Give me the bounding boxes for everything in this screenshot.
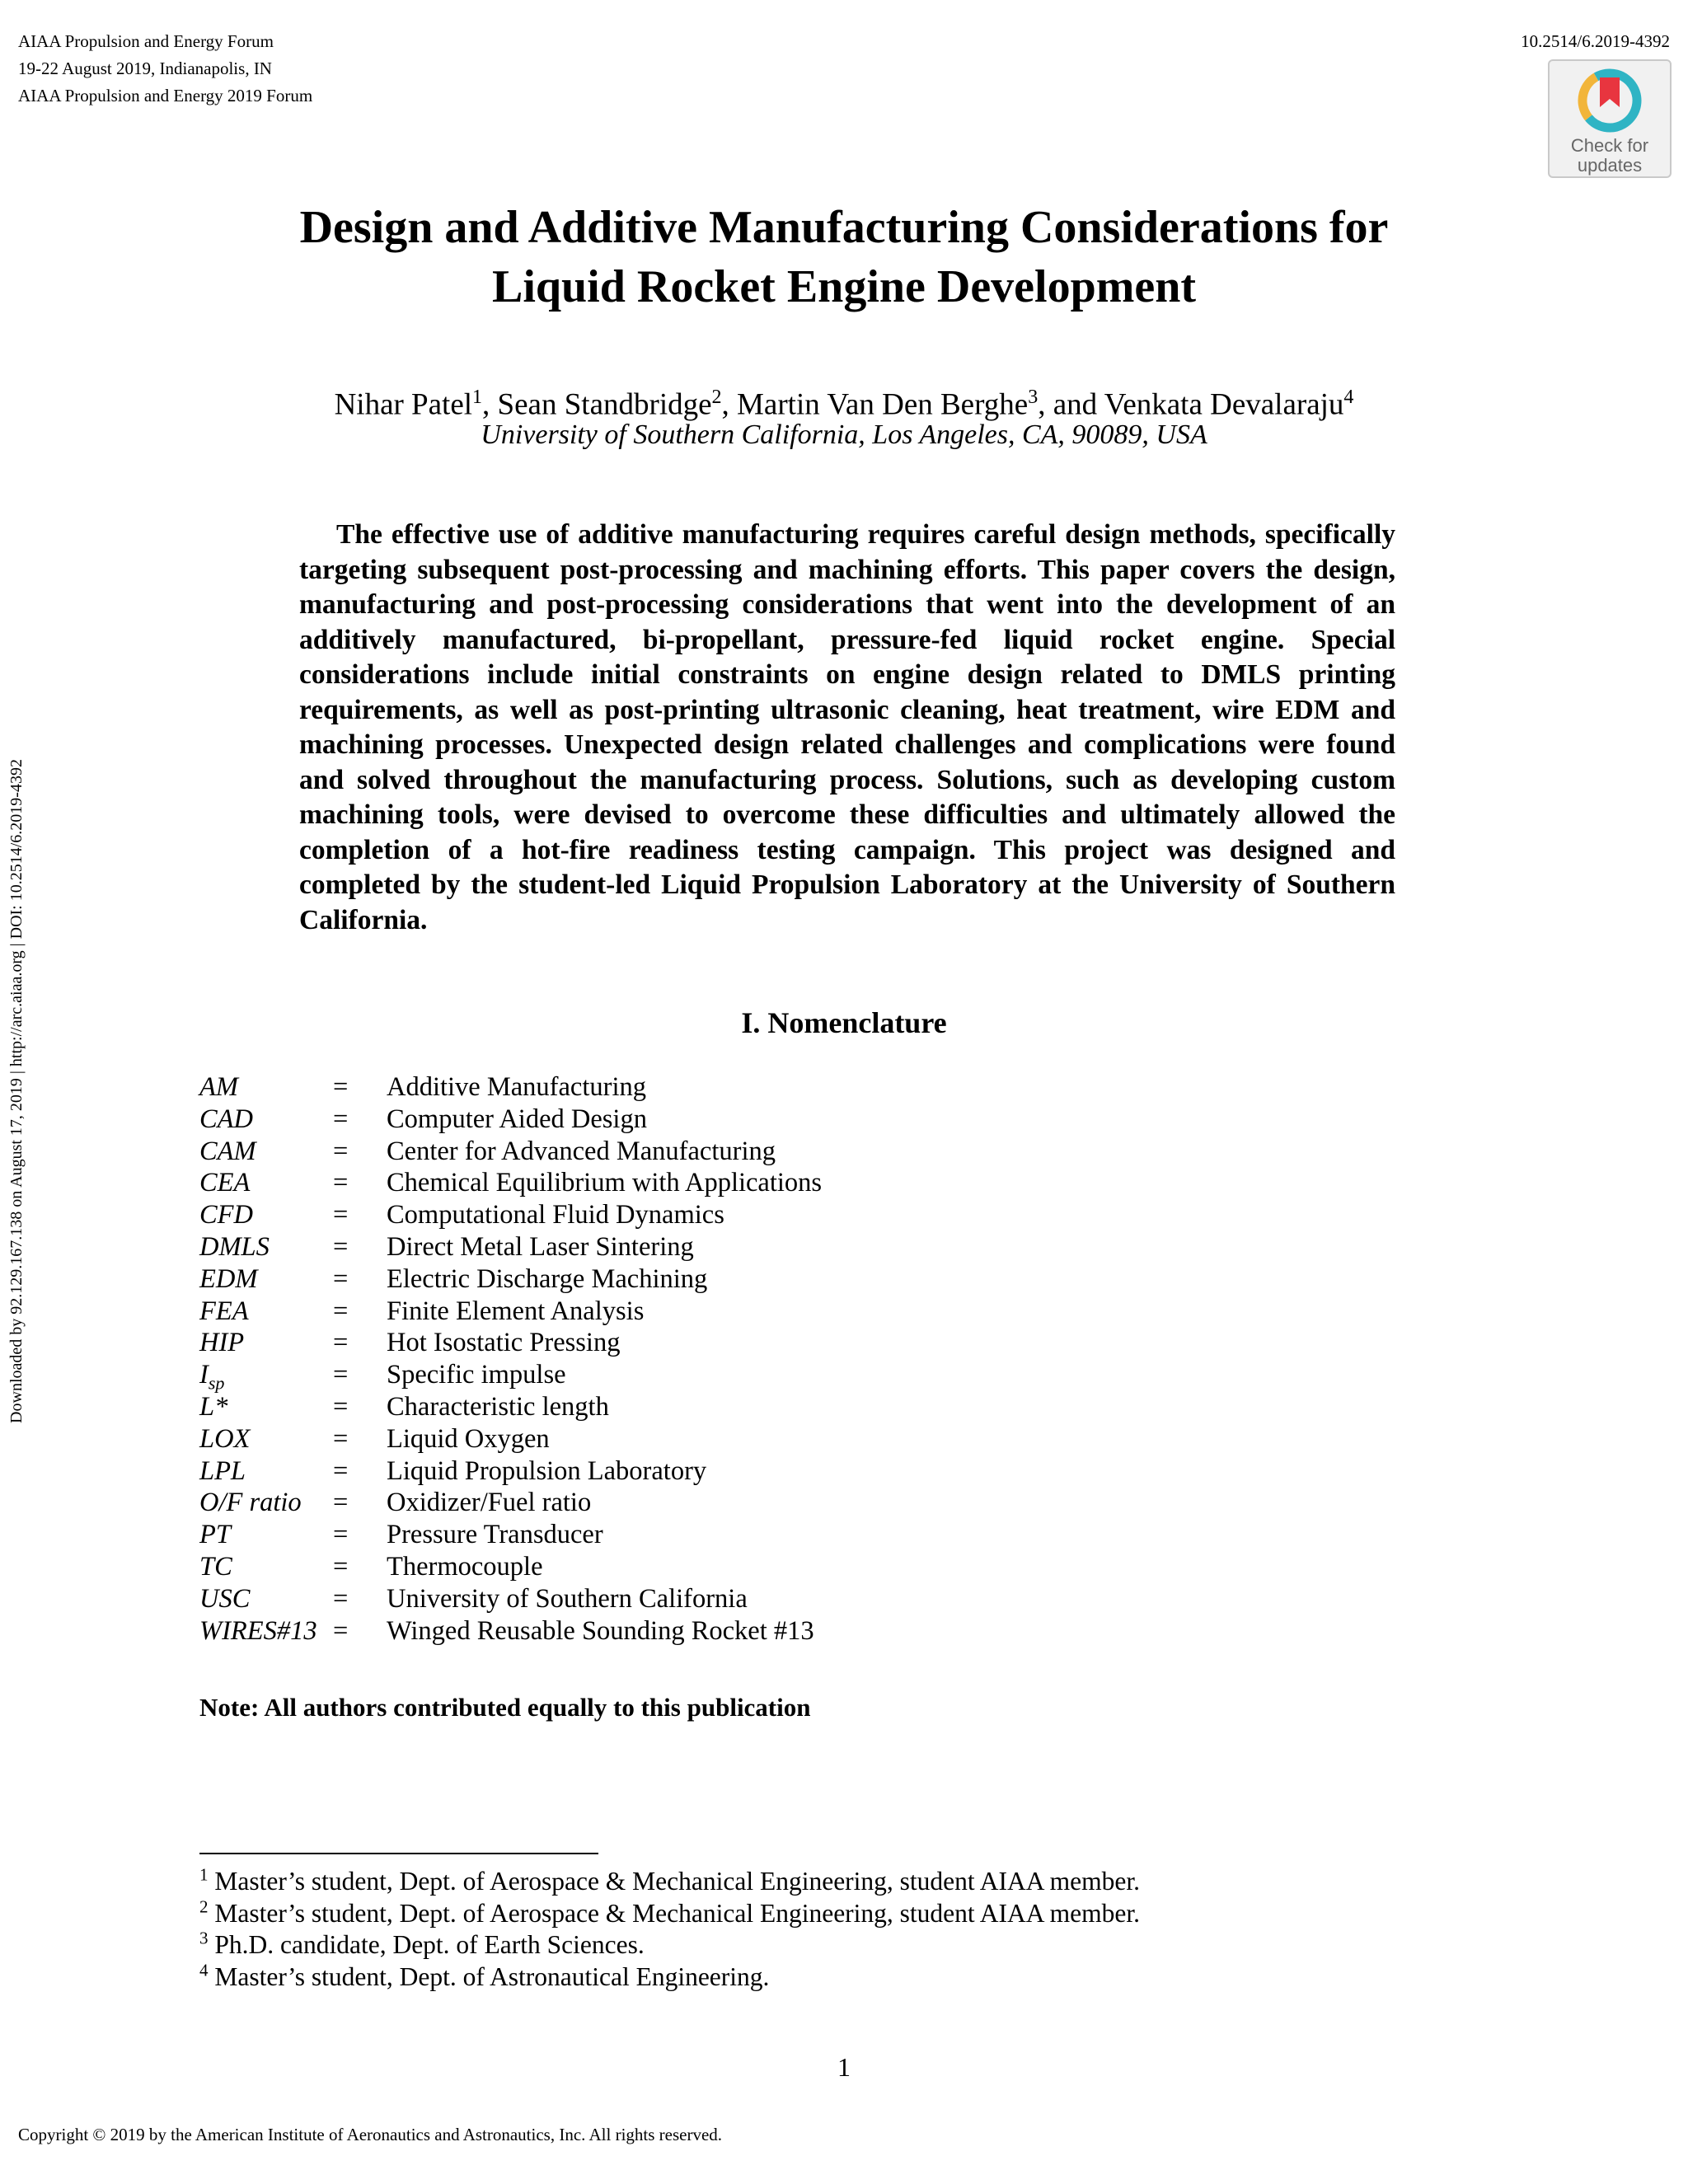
abbr-symbol: LPL xyxy=(199,1455,246,1486)
nomenclature-definition: Center for Advanced Manufacturing xyxy=(387,1136,776,1166)
page-number: 1 xyxy=(837,2052,851,2082)
nomenclature-abbr xyxy=(199,1071,238,1104)
nomenclature-definition: Specific impulse xyxy=(387,1360,566,1390)
nomenclature-abbr xyxy=(199,1487,302,1519)
download-sidebar xyxy=(0,0,33,2184)
equals-sign: = xyxy=(333,1488,349,1518)
equals-sign: = xyxy=(333,1072,349,1102)
badge-line-1: Check for xyxy=(1570,135,1649,156)
nomenclature-definition: Chemical Equilibrium with Applications xyxy=(387,1168,823,1198)
nomenclature-definition: Liquid Oxygen xyxy=(387,1423,550,1454)
badge-line-2: updates xyxy=(1577,155,1643,176)
nomenclature-definition: Computer Aided Design xyxy=(387,1104,647,1134)
abbr-symbol: O/F ratio xyxy=(199,1488,302,1518)
nomenclature-abbr xyxy=(199,1615,317,1647)
equals-sign: = xyxy=(333,1168,349,1198)
equals-sign: = xyxy=(333,1423,349,1454)
footnote xyxy=(199,1929,1140,1961)
equals-sign: = xyxy=(333,1136,349,1166)
equals-sign: = xyxy=(333,1520,349,1550)
author-separator: , xyxy=(721,387,738,422)
abbr-symbol: L* xyxy=(199,1391,228,1422)
paper-title xyxy=(0,198,1688,316)
footnotes xyxy=(199,1866,1140,1993)
nomenclature-definition: Hot Isostatic Pressing xyxy=(387,1328,621,1358)
check-for-updates-badge[interactable] xyxy=(1548,59,1672,178)
abbr-symbol: PT xyxy=(199,1520,231,1550)
equals-sign: = xyxy=(333,1200,349,1230)
conference-series: AIAA Propulsion and Energy 2019 Forum xyxy=(18,86,313,105)
nomenclature-definition: Oxidizer/Fuel ratio xyxy=(387,1488,592,1518)
footnote-text: Ph.D. candidate, Dept. of Earth Sciences. xyxy=(214,1930,645,1959)
nomenclature-abbr xyxy=(199,1583,250,1615)
nomenclature-definition: Winged Reusable Sounding Rocket #13 xyxy=(387,1615,814,1646)
abbr-symbol: CFD xyxy=(199,1200,253,1230)
footnote xyxy=(199,1898,1140,1930)
abbr-symbol: CEA xyxy=(199,1168,251,1198)
equals-sign: = xyxy=(333,1360,349,1390)
author-note: Note: All authors contributed equally to this publication xyxy=(199,1693,811,1722)
equals-sign: = xyxy=(333,1391,349,1422)
nomenclature-definition: Thermocouple xyxy=(387,1551,543,1582)
conference-dates: 19-22 August 2019, Indianapolis, IN xyxy=(18,59,272,78)
footnote-mark: 3 xyxy=(199,1928,209,1948)
abbr-symbol: WIRES#13 xyxy=(199,1615,317,1646)
equals-sign: = xyxy=(333,1231,349,1262)
nomenclature-definition: Characteristic length xyxy=(387,1391,609,1422)
author-separator: , xyxy=(482,387,498,422)
equals-sign: = xyxy=(333,1455,349,1486)
crossmark-icon xyxy=(1575,66,1644,135)
nomenclature-abbr xyxy=(199,1455,246,1488)
download-info: Downloaded by 92.129.167.138 on August 17, 2019 | http://arc.aiaa.org | DOI: 10.2514/6.2019-4392 xyxy=(7,759,26,1423)
author-name: Nihar Patel xyxy=(334,387,473,422)
affiliation: University of Southern California, Los Angeles, CA, 90089, USA xyxy=(481,419,1207,450)
footnote-divider xyxy=(199,1853,598,1854)
footnote-text: Master’s student, Dept. of Aerospace & Mechanical Engineering, student AIAA member. xyxy=(214,1898,1141,1928)
abbr-symbol: LOX xyxy=(199,1423,251,1454)
title-line-2: Liquid Rocket Engine Development xyxy=(491,261,1197,312)
nomenclature-definition: Additive Manufacturing xyxy=(387,1072,646,1102)
nomenclature-abbr xyxy=(199,1551,232,1583)
footnote-mark: 4 xyxy=(199,1960,209,1980)
footnote-mark: 2 xyxy=(199,1896,209,1916)
nomenclature-abbr xyxy=(199,1263,257,1296)
nomenclature-definition: Liquid Propulsion Laboratory xyxy=(387,1455,707,1486)
equals-sign: = xyxy=(333,1551,349,1582)
abbr-symbol: CAD xyxy=(199,1104,253,1134)
doi-header[interactable]: 10.2514/6.2019-4392 xyxy=(1521,31,1670,51)
footnote-text: Master’s student, Dept. of Aerospace & Mechanical Engineering, student AIAA member. xyxy=(214,1867,1141,1896)
equals-sign: = xyxy=(333,1328,349,1358)
nomenclature-definition: Direct Metal Laser Sintering xyxy=(387,1231,694,1262)
copyright-notice: Copyright © 2019 by the American Institute of Aeronautics and Astronautics, Inc. All rights reserved. xyxy=(18,2125,723,2144)
nomenclature-definition: Electric Discharge Machining xyxy=(387,1263,708,1294)
nomenclature-heading: I. Nomenclature xyxy=(741,1006,947,1039)
author-mark: 1 xyxy=(472,387,483,408)
nomenclature-abbr xyxy=(199,1167,250,1199)
equals-sign: = xyxy=(333,1583,349,1614)
nomenclature-abbr xyxy=(199,1136,256,1168)
nomenclature-definition: Finite Element Analysis xyxy=(387,1296,645,1326)
nomenclature-definition: Pressure Transducer xyxy=(387,1520,603,1550)
title-line-1: Design and Additive Manufacturing Considerations for xyxy=(299,202,1389,253)
equals-sign: = xyxy=(333,1104,349,1134)
nomenclature-abbr xyxy=(199,1296,249,1328)
author-separator: , and xyxy=(1038,387,1104,422)
nomenclature-definition: Computational Fluid Dynamics xyxy=(387,1200,724,1230)
footnote-text: Master’s student, Dept. of Astronautical Engineering. xyxy=(214,1961,770,1991)
equals-sign: = xyxy=(333,1296,349,1326)
nomenclature-abbr xyxy=(199,1199,253,1231)
abbr-symbol: HIP xyxy=(199,1328,245,1358)
footnote xyxy=(199,1961,1140,1994)
equals-sign: = xyxy=(333,1615,349,1646)
abbr-symbol: I xyxy=(199,1360,209,1390)
author-name: Martin Van Den Berghe xyxy=(737,387,1029,422)
author-name: Sean Standbridge xyxy=(497,387,712,422)
abbr-symbol: CAM xyxy=(199,1136,256,1166)
abbr-symbol: USC xyxy=(199,1583,251,1614)
abbr-symbol: FEA xyxy=(199,1296,249,1326)
footnote-mark: 1 xyxy=(199,1864,209,1885)
abbr-symbol: EDM xyxy=(199,1263,258,1294)
abbr-subscript: sp xyxy=(208,1372,225,1394)
author-mark: 2 xyxy=(711,387,722,408)
abbr-symbol: DMLS xyxy=(199,1231,270,1262)
author-mark: 4 xyxy=(1343,387,1354,408)
equals-sign: = xyxy=(333,1263,349,1294)
nomenclature-abbr xyxy=(199,1519,231,1551)
author-mark: 3 xyxy=(1028,387,1039,408)
nomenclature-definition: University of Southern California xyxy=(387,1583,748,1614)
conference-name: AIAA Propulsion and Energy Forum xyxy=(18,31,274,51)
footnote xyxy=(199,1866,1140,1898)
nomenclature-abbr xyxy=(199,1423,250,1455)
nomenclature-abbr xyxy=(199,1391,227,1423)
nomenclature-abbr xyxy=(199,1327,244,1359)
abbr-symbol: TC xyxy=(199,1551,232,1582)
abbr-symbol: AM xyxy=(199,1072,238,1102)
author-name: Venkata Devalaraju xyxy=(1104,387,1344,422)
conference-header xyxy=(18,28,312,110)
nomenclature-abbr xyxy=(199,1231,270,1263)
nomenclature-abbr xyxy=(199,1104,253,1136)
abstract: The effective use of additive manufacturing requires careful design methods, specifically targeting subsequent post-processing and machining efforts. This paper covers the design, manufacturing and post-processing considerations that went into the development of an additively manufactured, bi-propellant, pressure-fed liquid rocket engine. Special considerations include initial constraints on engine design related to DMLS printing requirements, as well as post-printing ultrasonic cleaning, heat treatment, wire EDM and machining processes. Unexpected design related challenges and complications were found and solved throughout the manufacturing process. Solutions, such as developing custom machining tools, were devised to overcome these difficulties and ultimately allowed the completion of a hot-fire readiness testing campaign. This project was designed and completed by the student-led Liquid Propulsion Laboratory at the University of Southern California. xyxy=(299,519,1395,935)
